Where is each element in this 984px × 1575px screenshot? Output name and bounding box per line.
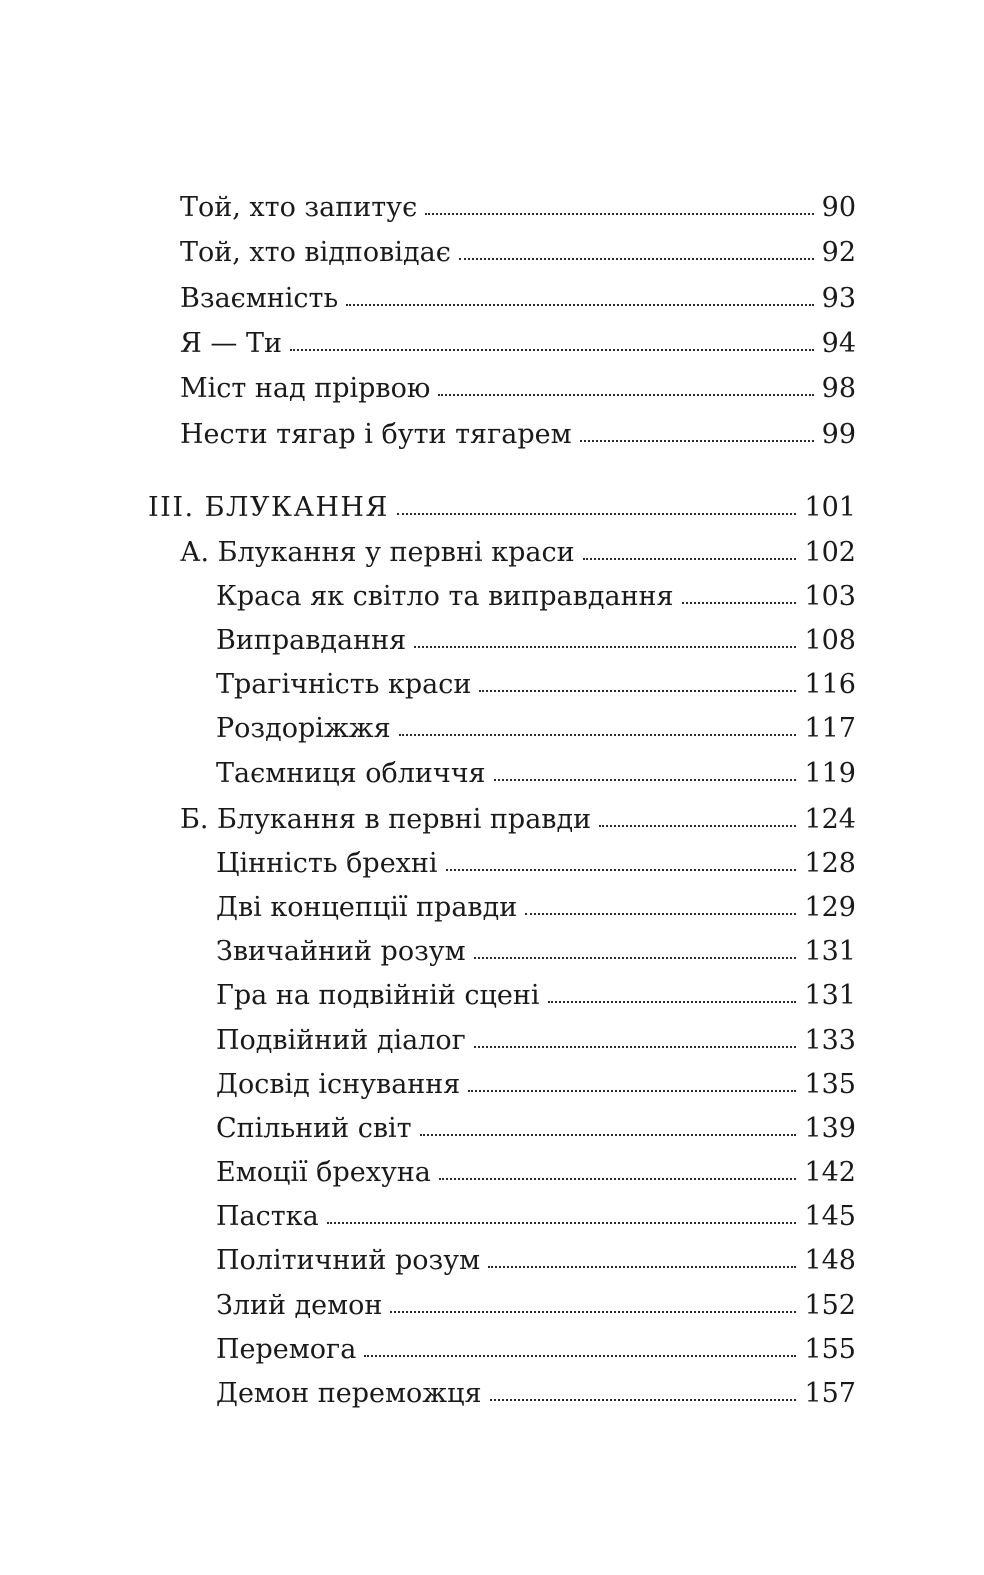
toc-entry-page: 142 bbox=[804, 1157, 856, 1188]
dot-leader bbox=[397, 513, 797, 515]
toc-entry bbox=[216, 1065, 856, 1105]
toc-entry-page: 128 bbox=[804, 848, 856, 879]
toc-entry-title: Спільний світ bbox=[216, 1113, 412, 1144]
toc-entry-title: Емоції брехуна bbox=[216, 1157, 431, 1188]
toc-entry-page: 93 bbox=[821, 283, 856, 314]
toc-entry bbox=[216, 932, 856, 972]
toc-entry-page: 131 bbox=[804, 936, 856, 967]
toc-entry bbox=[180, 233, 856, 273]
dot-leader bbox=[438, 394, 813, 396]
toc-entry bbox=[180, 415, 856, 455]
toc-entry-page: 155 bbox=[804, 1334, 856, 1365]
toc-entry bbox=[216, 1197, 856, 1237]
toc-entry-page: 131 bbox=[804, 980, 856, 1011]
toc-entry-page: 157 bbox=[804, 1378, 856, 1409]
toc-entry-page: 116 bbox=[804, 669, 856, 700]
toc-entry-title: Таємниця обличчя bbox=[216, 758, 486, 789]
toc-entry-page: 139 bbox=[804, 1113, 856, 1144]
toc-entry-title: Політичний розум bbox=[216, 1245, 481, 1276]
toc-entry-page: 90 bbox=[821, 192, 856, 223]
toc-entry-title: Я — Ти bbox=[180, 328, 282, 359]
toc-entry bbox=[216, 754, 856, 794]
dot-leader bbox=[490, 1399, 797, 1401]
toc-entry bbox=[216, 1286, 856, 1326]
dot-leader bbox=[399, 734, 797, 736]
toc-entry bbox=[216, 1374, 856, 1414]
dot-leader bbox=[346, 304, 813, 306]
toc-entry-page: 152 bbox=[804, 1290, 856, 1321]
toc-entry-title: Гра на подвійній сцені bbox=[216, 980, 540, 1011]
toc-entry-title: Той, хто запитує bbox=[180, 192, 418, 223]
toc-entry bbox=[180, 279, 856, 319]
toc-entry-page: 145 bbox=[804, 1201, 856, 1232]
toc-entry-title: Демон переможця bbox=[216, 1378, 482, 1409]
toc-entry-title: Роздоріжжя bbox=[216, 713, 391, 744]
toc-entry bbox=[216, 1109, 856, 1149]
toc-entry-title: Міст над прірвою bbox=[180, 373, 431, 404]
toc-entry-page: 108 bbox=[804, 625, 856, 656]
toc-entry bbox=[180, 369, 856, 409]
dot-leader bbox=[327, 1222, 797, 1224]
dot-leader bbox=[459, 258, 814, 260]
toc-entry-title: Трагічність краси bbox=[216, 669, 472, 700]
toc-section-page: 101 bbox=[804, 492, 856, 523]
dot-leader bbox=[414, 646, 796, 648]
dot-leader bbox=[583, 558, 797, 560]
dot-leader bbox=[494, 779, 797, 781]
toc-entry-title: Досвід існування bbox=[216, 1069, 461, 1100]
dot-leader bbox=[390, 1311, 796, 1313]
dot-leader bbox=[439, 1178, 797, 1180]
toc-entry-page: 135 bbox=[804, 1069, 856, 1100]
dot-leader bbox=[425, 213, 813, 215]
dot-leader bbox=[548, 1001, 797, 1003]
toc-entry bbox=[216, 621, 856, 661]
toc-entry-page: 98 bbox=[821, 373, 856, 404]
toc-entry-title: Нести тягар і бути тягарем bbox=[180, 419, 572, 450]
toc-entry-page: 99 bbox=[821, 419, 856, 450]
toc-entry-title: Взаємність bbox=[180, 283, 339, 314]
toc-entry bbox=[216, 888, 856, 928]
dot-leader bbox=[682, 602, 797, 604]
toc-entry bbox=[180, 188, 856, 228]
toc-entry-title: Подвійний діалог bbox=[216, 1025, 466, 1056]
dot-leader bbox=[364, 1355, 796, 1357]
toc-entry-page: 119 bbox=[804, 758, 856, 789]
dot-leader bbox=[479, 690, 796, 692]
toc-subsection-page: 124 bbox=[804, 804, 856, 835]
dot-leader bbox=[468, 1090, 796, 1092]
toc-subsection bbox=[180, 800, 856, 840]
toc-subsection-page: 102 bbox=[804, 537, 856, 568]
toc-entry bbox=[216, 1330, 856, 1370]
toc-entry-title: Краса як світло та виправдання bbox=[216, 581, 674, 612]
toc-entry-title: Перемога bbox=[216, 1334, 357, 1365]
toc-entry-page: 117 bbox=[804, 713, 856, 744]
dot-leader bbox=[474, 957, 797, 959]
toc-entry bbox=[216, 844, 856, 884]
dot-leader bbox=[446, 869, 797, 871]
toc-entry-title: Цінність брехні bbox=[216, 848, 438, 879]
toc-entry-title: Звичайний розум bbox=[216, 936, 466, 967]
toc-entry bbox=[216, 665, 856, 705]
toc-entry-page: 94 bbox=[821, 328, 856, 359]
toc-subsection-title: А. Блукання у первні краси bbox=[180, 537, 575, 568]
toc-entry bbox=[216, 1153, 856, 1193]
dot-leader bbox=[290, 349, 814, 351]
toc-entry-title: Пастка bbox=[216, 1201, 319, 1232]
toc-subsection-title: Б. Блукання в первні правди bbox=[180, 804, 592, 835]
toc-entry bbox=[216, 709, 856, 749]
toc-entry-title: Дві концепції правди bbox=[216, 892, 518, 923]
toc-entry-page: 133 bbox=[804, 1025, 856, 1056]
toc-entry-title: Той, хто відповідає bbox=[180, 237, 451, 268]
toc-entry bbox=[216, 1021, 856, 1061]
toc-entry bbox=[180, 324, 856, 364]
toc-entry-title: Виправдання bbox=[216, 625, 407, 656]
toc-entry bbox=[216, 976, 856, 1016]
dot-leader bbox=[488, 1266, 796, 1268]
dot-leader bbox=[525, 913, 796, 915]
toc-section bbox=[148, 488, 856, 528]
toc-entry-page: 92 bbox=[821, 237, 856, 268]
toc-subsection bbox=[180, 533, 856, 573]
dot-leader bbox=[474, 1046, 797, 1048]
toc-entry-page: 103 bbox=[804, 581, 856, 612]
dot-leader bbox=[580, 440, 814, 442]
dot-leader bbox=[599, 825, 796, 827]
dot-leader bbox=[420, 1134, 797, 1136]
toc-entry-page: 148 bbox=[804, 1245, 856, 1276]
toc-entry-title: Злий демон bbox=[216, 1290, 383, 1321]
toc-entry bbox=[216, 1241, 856, 1281]
toc-entry-page: 129 bbox=[804, 892, 856, 923]
toc-section-title: III. БЛУКАННЯ bbox=[148, 492, 389, 523]
toc-entry bbox=[216, 577, 856, 617]
